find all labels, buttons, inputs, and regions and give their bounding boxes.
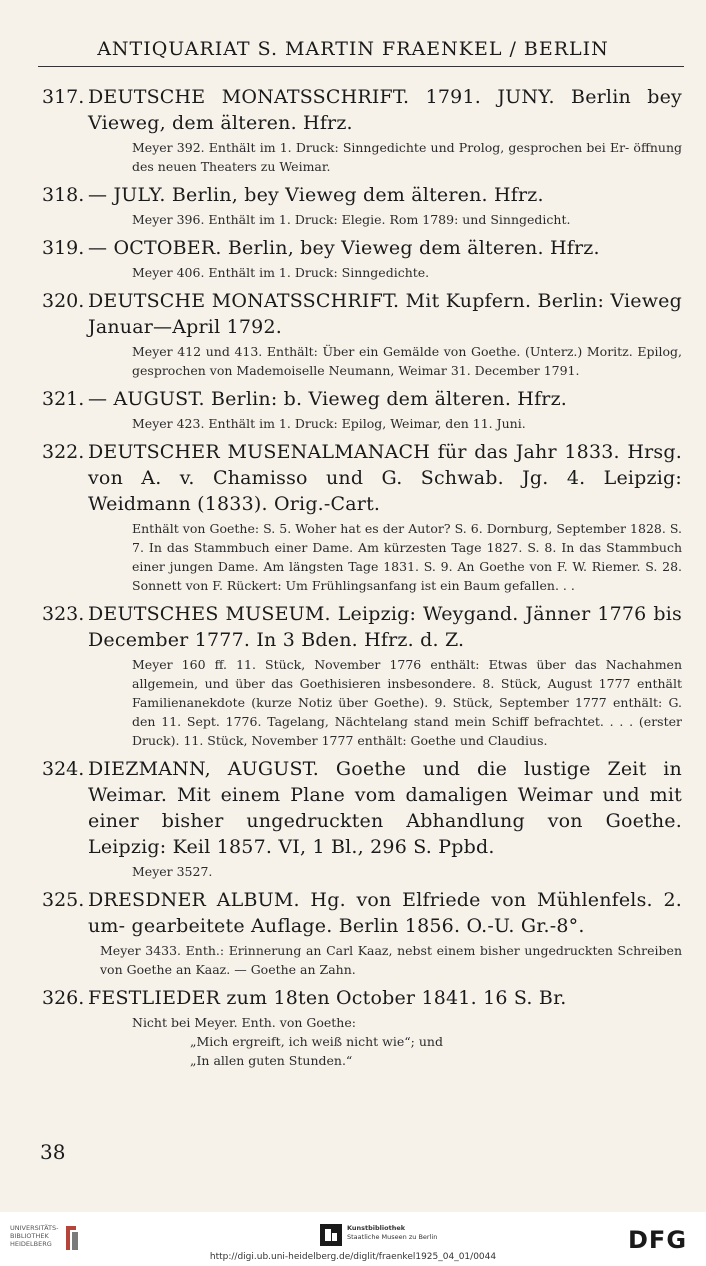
- note-line: Meyer 423. Enthält im 1. Druck: Epilog, Weimar, den 11. Juni.: [132, 416, 526, 431]
- entry-note: [132, 655, 682, 750]
- entry-number: 325.: [42, 889, 85, 911]
- entry-317: [0, 84, 706, 176]
- entry-number: 326.: [42, 987, 85, 1009]
- note-line: Meyer 396. Enthält im 1. Druck: Elegie. Rom 1789: und Sinngedicht.: [132, 212, 571, 227]
- entry-321: [0, 386, 706, 433]
- entry-number: 323.: [42, 603, 85, 625]
- entry-number: 320.: [42, 290, 85, 312]
- quote-line: „In allen guten Stunden.“: [190, 1053, 353, 1068]
- entry-number: 318.: [42, 184, 85, 206]
- entry-title: DEUTSCHER MUSENALMANACH für das Jahr 1833. Hrsg. von A. v. Chamisso und G. Schwab. Jg. 4. Leipzig: Weidmann (1833). Orig.-Cart.: [88, 441, 682, 515]
- entry-title: — OCTOBER. Berlin, bey Vieweg dem älteren. Hfrz.: [88, 237, 600, 259]
- entry-title: FESTLIEDER zum 18ten October 1841. 16 S. Br.: [88, 987, 567, 1009]
- entry-title: DEUTSCHE MONATSSCHRIFT. 1791. JUNY. Berlin bey Vieweg, dem älteren. Hfrz.: [88, 86, 682, 134]
- entry-title: DIEZMANN, AUGUST. Goethe und die lustige Zeit in Weimar. Mit einem Plane vom damaligen Weimar und mit einer bisher ungedruckten Abhandlung von Goethe. Leipzig: Keil 1857. VI, 1 Bl., 296 S. Ppbd.: [88, 758, 682, 858]
- kunstbibliothek-logo-icon: [320, 1224, 342, 1246]
- entry-title: DEUTSCHE MONATSSCHRIFT. Mit Kupfern. Berlin: Vieweg Januar—April 1792.: [88, 290, 682, 338]
- entry-318: [0, 182, 706, 229]
- kb-subtitle: Staatliche Museen zu Berlin: [347, 1233, 438, 1241]
- entry-319: [0, 235, 706, 282]
- entry-note: [132, 414, 682, 433]
- entry-325: [0, 887, 706, 979]
- entry-note: [132, 210, 682, 229]
- entry-326: [0, 985, 706, 1070]
- entry-323: [0, 601, 706, 750]
- entry-number: 321.: [42, 388, 85, 410]
- entry-note: [132, 263, 682, 282]
- entry-324: [0, 756, 706, 881]
- entry-title: — JULY. Berlin, bey Vieweg dem älteren. Hfrz.: [88, 184, 544, 206]
- kunstbibliothek-label: [347, 1224, 437, 1242]
- note-line: Meyer 412 und 413. Enthält: Über ein Gemälde von Goethe. (Unterz.) Moritz. Epilog, gesprochen von Mademoiselle Neumann, Weimar 31. December 1791.: [132, 344, 682, 378]
- entry-note: [132, 519, 682, 595]
- entry-note: [132, 1013, 682, 1070]
- entry-title: DRESDNER ALBUM. Hg. von Elfriede von Mühlenfels. 2. um- gearbeitete Auflage. Berlin 1856. O.-U. Gr.-8°.: [88, 889, 682, 937]
- note-line: Meyer 160 ff. 11. Stück, November 1776 enthält: Etwas über das Nachahmen allgemein, und über das Goethisieren insbesondere. 8. Stück, August 1777 enthält Familienanekdote (kurze Notiz über Goethe). 9. Stück, September 1777 enthält: G. den 11. Sept. 1776. Tagelang, Nächtelang stand mein Schiff befrachtet. . . . (erster Druck). 11. Stück, November 1777 enthält: Goethe und Claudius.: [132, 657, 682, 748]
- entry-number: 322.: [42, 441, 85, 463]
- entry-number: 324.: [42, 758, 85, 780]
- note-line: Nicht bei Meyer. Enth. von Goethe:: [132, 1015, 356, 1030]
- entry-322: [0, 439, 706, 595]
- note-line: Meyer 406. Enthält im 1. Druck: Sinngedichte.: [132, 265, 430, 280]
- entry-note: [132, 862, 682, 881]
- entry-title: DEUTSCHES MUSEUM. Leipzig: Weygand. Jänner 1776 bis December 1777. In 3 Bden. Hfrz. d. Z.: [88, 603, 682, 651]
- entry-note: [132, 138, 682, 176]
- viewer-footer: [0, 1212, 706, 1266]
- page-number: 38: [40, 1140, 66, 1164]
- quote-line: „Mich ergreift, ich weiß nicht wie“; und: [190, 1034, 443, 1049]
- note-line: Meyer 3433. Enth.: Erinnerung an Carl Kaaz, nebst einem bisher ungedruckten Schreiben von Goethe an Kaaz. — Goethe an Zahn.: [100, 943, 682, 977]
- entry-title: — AUGUST. Berlin: b. Vieweg dem älteren. Hfrz.: [88, 388, 568, 410]
- kb-title: Kunstbibliothek: [347, 1224, 406, 1232]
- entry-number: 319.: [42, 237, 85, 259]
- note-line: Meyer 3527.: [132, 864, 213, 879]
- note-line: Meyer 392. Enthält im 1. Druck: Sinngedichte und Prolog, gesprochen bei Er- öffnung des neuen Theaters zu Weimar.: [132, 140, 682, 174]
- entry-note: [100, 941, 682, 979]
- dfg-logo: DFG: [628, 1226, 688, 1254]
- entry-number: 317.: [42, 86, 85, 108]
- university-library-logo-icon: [62, 1224, 82, 1252]
- entries-list: [0, 84, 706, 1076]
- entry-320: [0, 288, 706, 380]
- header-rule: [38, 66, 684, 67]
- source-url-link[interactable]: http://digi.ub.uni-heidelberg.de/diglit/fraenkel1925_04_01/0044: [209, 1252, 497, 1262]
- note-line: Enthält von Goethe: S. 5. Woher hat es der Autor? S. 6. Dornburg, September 1828. S. 7. In das Stammbuch einer Dame. Am kürzesten Tage 1827. S. 8. In das Stammbuch einer jungen Dame. Am längsten Tage 1831. S. 9. An Goethe von F. W. Riemer. S. 28. Sonnett von F. Rückert: Um Frühlingsanfang ist ein Baum gefallen. . .: [132, 521, 682, 593]
- university-library-label: UNIVERSITÄTS- BIBLIOTHEK HEIDELBERG: [10, 1224, 59, 1248]
- entry-note: [132, 342, 682, 380]
- page-header: ANTIQUARIAT S. MARTIN FRAENKEL / BERLIN: [97, 38, 609, 60]
